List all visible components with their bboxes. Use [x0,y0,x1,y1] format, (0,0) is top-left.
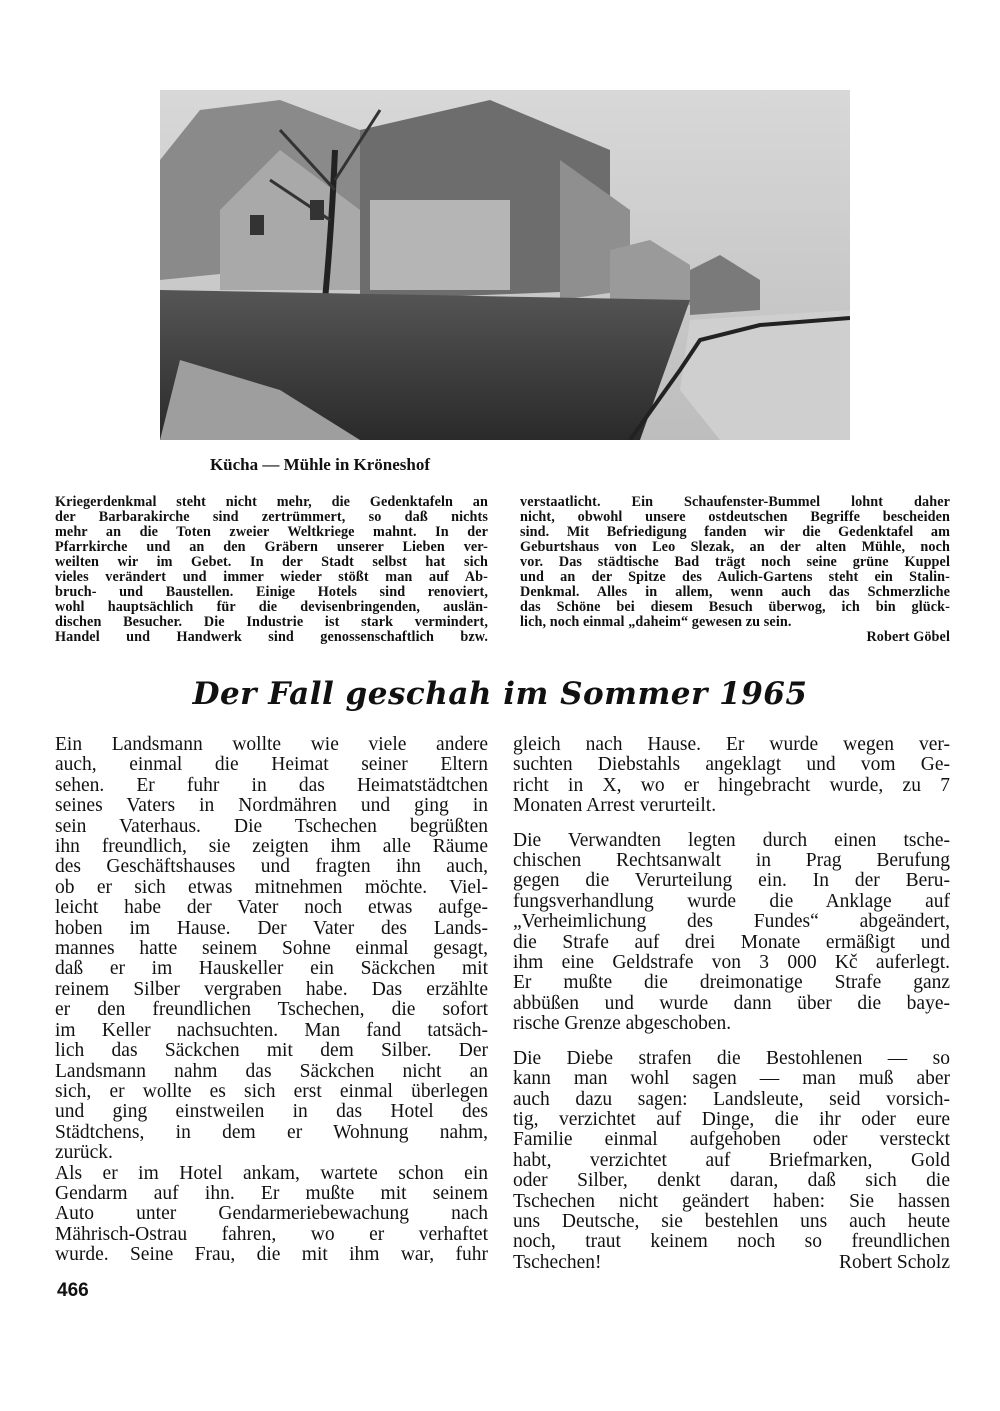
text-line: Gendarm auf ihn. Er mußte mit seinem [55,1182,488,1204]
text-line: die Strafe auf drei Monate ermäßigt und [513,931,950,953]
text-line: reinem Silber vergraben habe. Das erzählte [55,978,488,1000]
final-text: Tschechen! [513,1251,602,1273]
text-line: Die Diebe strafen die Bestohlenen — so [513,1047,950,1069]
text-line: Als er im Hotel ankam, wartete schon ein [55,1162,488,1184]
text-line: lich, noch einmal „daheim“ gewesen zu sein. [520,614,792,630]
report-column-left [55,495,488,645]
text-line: auch dazu sagen: Landsleute, seid vorsich- [513,1088,950,1110]
text-line: mannes hatte seinem Sohne einmal gesagt, [55,938,488,960]
text-line: des Geschäftshauses und fragten ihn auch, [55,856,488,878]
text-line: abbüßen und wurde dann über die baye- [513,992,950,1014]
text-line: vor. Das städtische Bad trägt noch seine grüne Kuppel [520,554,950,570]
text-line: Er mußte die dreimonatige Strafe ganz [513,972,950,994]
text-line: ihn freundlich, sie zeigten ihm alle Räume [55,836,488,858]
text-line: gleich nach Hause. Er wurde wegen ver- [513,734,950,755]
text-line: Tschechen nicht geändert haben: Sie hassen [513,1190,950,1212]
text-line: leicht habe der Vater noch etwas aufge- [55,897,488,919]
text-line: der Barbarakirche sind zertrümmert, so daß nichts [55,509,488,525]
text-line: Handel und Handwerk sind genossenschaftlich bzw. [55,629,488,645]
text-line: suchten Diebstahls angeklagt und vom Ge- [513,754,950,776]
text-line: habt, verzichtet auf Briefmarken, Gold [513,1149,950,1171]
text-line: Auto unter Gendarmeriebewachung nach [55,1203,488,1225]
text-line: bruch- und Baustellen. Einige Hotels sind renoviert, [55,584,488,600]
final-line [513,1253,950,1273]
text-line: Denkmal. Alles in allem, wenn auch das Schmerzliche [520,584,950,600]
text-line: weilten wir im Gebet. In der Stadt selbst hat sich [55,554,488,570]
article-title: Der Fall geschah im Sommer 1965 [192,676,808,712]
text-line: im Keller nachsuchten. Man fand tatsäch- [55,1019,488,1041]
text-line: verstaatlicht. Ein Schaufenster-Bummel lohnt daher [520,494,950,510]
text-line: Ein Landsmann wollte wie viele andere [55,734,488,755]
text-line: sehen. Er fuhr in das Heimatstädtchen [55,774,488,796]
text-line: rische Grenze abgeschoben. [513,1013,732,1035]
photo-caption: Kücha — Mühle in Kröneshof [209,455,431,474]
article-column-right [513,735,950,1273]
text-line: „Verheimlichung des Fundes“ abgeändert, [513,911,950,933]
text-line: Familie einmal aufgehoben oder versteckt [513,1129,950,1151]
text-line: wohl hauptsächlich für die devisenbringenden, auslän- [55,599,488,615]
text-line: sind. Mit Befriedigung fanden wir die Gedenktafel am [520,524,950,540]
text-line: seines Vaters in Nordmähren und ging in [55,795,488,817]
article-author: Robert Scholz [838,1251,950,1273]
text-line: nicht, obwohl unsere ostdeutschen Begriffe bescheiden [520,509,950,525]
text-line: Mährisch-Ostrau fahren, wo er verhaftet [55,1223,488,1245]
text-line: fungsverhandlung wurde die Anklage auf [513,890,950,912]
text-line: und ging einstweilen in das Hotel des [55,1101,488,1123]
text-line: sich, er wollte es sich erst einmal überlegen [55,1080,488,1102]
text-line: oder Silber, denkt daran, daß sich die [513,1170,950,1192]
text-line: und an der Spitze des Aulich-Gartens steht ein Stalin- [520,569,950,585]
page-number: 466 [57,1280,89,1301]
text-line: Die Verwandten legten durch einen tsche- [513,829,950,851]
photo-muehle [160,90,850,440]
text-line: richt in X, wo er hingebracht wurde, zu 7 [513,774,950,796]
text-line: Monaten Arrest verurteilt. [513,795,717,817]
text-line: lich das Säckchen mit dem Silber. Der [55,1040,488,1062]
text-line: ob er sich etwas mitnehmen möchte. Viel- [55,876,488,898]
text-line: mehr an die Toten zweier Weltkriege mahnt. In der [55,524,488,540]
text-line: vieles verändert und immer wieder stößt man auf Ab- [55,569,488,585]
text-line: kann man wohl sagen — man muß aber [513,1068,950,1090]
report-author: Robert Göbel [866,629,950,645]
text-line: wurde. Seine Frau, die mit ihm war, fuhr [55,1244,488,1266]
text-line: chischen Rechtsanwalt in Prag Berufung [513,850,950,872]
text-line: auch, einmal die Heimat seiner Eltern [55,754,488,776]
text-line: noch, traut keinem noch so freundlichen [513,1231,950,1253]
text-line: zurück. [55,1142,113,1164]
text-line: gegen die Verurteilung ein. In der Beru- [513,870,950,892]
text-line: Geburtshaus von Leo Slezak, an der alten Mühle, noch [520,539,950,555]
text-line: das Schöne bei diesem Besuch überwog, ich bin glück- [520,599,950,615]
text-line: tig, verzichtet auf Dinge, die ihr oder eure [513,1108,950,1130]
text-line: hoben im Hause. Der Vater des Lands- [55,917,488,939]
text-line: dischen Besucher. Die Industrie ist stark vermindert, [55,614,488,630]
text-line: ihm eine Geldstrafe von 3 000 Kč auferlegt. [513,952,950,974]
text-line: Kriegerdenkmal steht nicht mehr, die Gedenktafeln an [55,494,488,510]
article-column-left [55,735,488,1266]
text-line: Pfarrkirche und an den Gräbern unserer Lieben ver- [55,539,488,555]
report-column-right [520,495,950,645]
text-line: Städtchens, in dem er Wohnung nahm, [55,1121,488,1143]
text-line: daß er im Hauskeller ein Säckchen mit [55,958,488,980]
text-line: sein Vaterhaus. Die Tschechen begrüßten [55,815,488,837]
text-line: uns Deutsche, sie bestehlen uns auch heute [513,1210,950,1232]
text-line: er den freundlichen Tschechen, die sofort [55,999,488,1021]
text-line: Landsmann nahm das Säckchen nicht an [55,1060,488,1082]
